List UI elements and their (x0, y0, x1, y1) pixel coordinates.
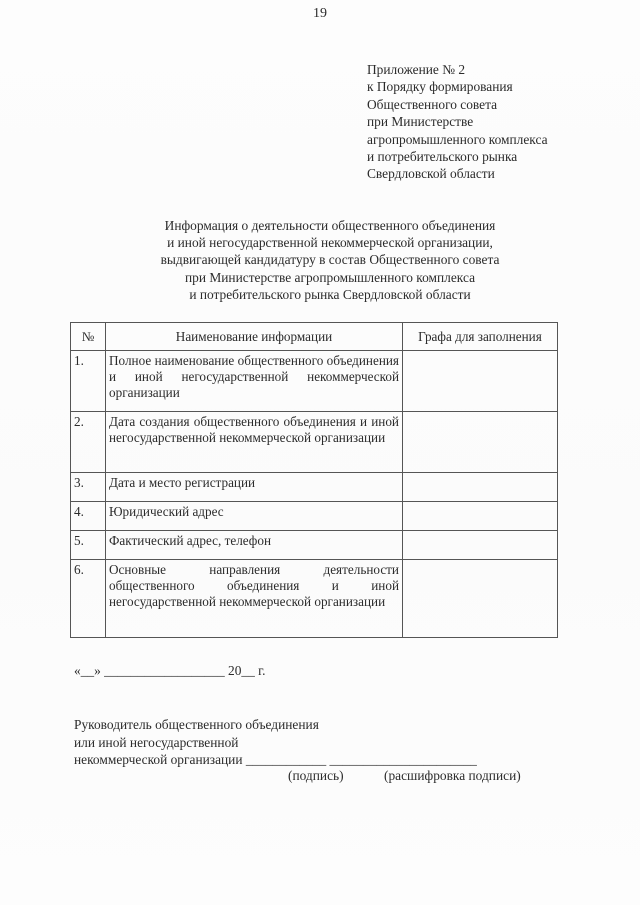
title-line: выдвигающей кандидатуру в состав Общественного совета (160, 252, 500, 268)
row-number: 6. (71, 560, 106, 638)
row-number: 1. (71, 351, 106, 412)
table-row (71, 473, 558, 502)
title-line: при Министерстве агропромышленного комплекса (184, 269, 476, 285)
row-fill-cell[interactable] (403, 473, 558, 502)
header-fill: Графа для заполнения (403, 323, 558, 351)
row-name: Полное наименование общественного объединения и иной негосударственной некоммерческой организации (106, 351, 403, 412)
appendix-header (367, 61, 548, 183)
appendix-line: Приложение № 2 (367, 62, 466, 77)
appendix-line: Общественного совета (367, 96, 498, 112)
table-row (71, 502, 558, 531)
row-number: 4. (71, 502, 106, 531)
date-line: «__» __________________ 20__ г. (74, 663, 266, 678)
row-number: 2. (71, 412, 106, 473)
appendix-line: при Министерстве (367, 114, 474, 130)
signature-label: (подпись) (288, 768, 344, 783)
row-fill-cell[interactable] (403, 351, 558, 412)
row-name: Дата и место регистрации (106, 473, 403, 502)
page-number: 19 (313, 6, 327, 21)
row-name: Основные направления деятельности общественного объединения и иной негосударственной некоммерческой организации (106, 560, 403, 638)
title-line: и потребительского рынка Свердловской области (189, 286, 471, 302)
table-row (71, 531, 558, 560)
row-number: 5. (71, 531, 106, 560)
row-fill-cell[interactable] (403, 560, 558, 638)
row-fill-cell[interactable] (403, 502, 558, 531)
signer-line: некоммерческой организации ____________ ______________________ (74, 752, 477, 767)
document-title (120, 217, 540, 303)
table-row (71, 351, 558, 412)
header-name: Наименование информации (106, 323, 403, 351)
information-table (70, 322, 558, 638)
appendix-line: и потребительского рынка (367, 149, 518, 165)
appendix-line: Свердловской области (367, 166, 495, 182)
row-name: Дата создания общественного объединения и иной негосударственной некоммерческой организации (106, 412, 403, 473)
row-fill-cell[interactable] (403, 531, 558, 560)
signer-block (74, 716, 477, 769)
signer-line: или иной негосударственной (74, 734, 239, 750)
table-row (71, 412, 558, 473)
row-name: Фактический адрес, телефон (106, 531, 403, 560)
table-row (71, 560, 558, 638)
appendix-line: к Порядку формирования (367, 79, 513, 95)
title-line: и иной негосударственной некоммерческой организации, (167, 235, 493, 251)
header-number: № (71, 323, 106, 351)
signer-line: Руководитель общественного объединения (74, 717, 319, 732)
title-line: Информация о деятельности общественного объединения (164, 218, 496, 233)
signature-decode-label: (расшифровка подписи) (384, 768, 521, 783)
appendix-line: агропромышленного комплекса (367, 131, 548, 147)
row-fill-cell[interactable] (403, 412, 558, 473)
row-number: 3. (71, 473, 106, 502)
table-header-row (71, 323, 558, 351)
row-name: Юридический адрес (106, 502, 403, 531)
